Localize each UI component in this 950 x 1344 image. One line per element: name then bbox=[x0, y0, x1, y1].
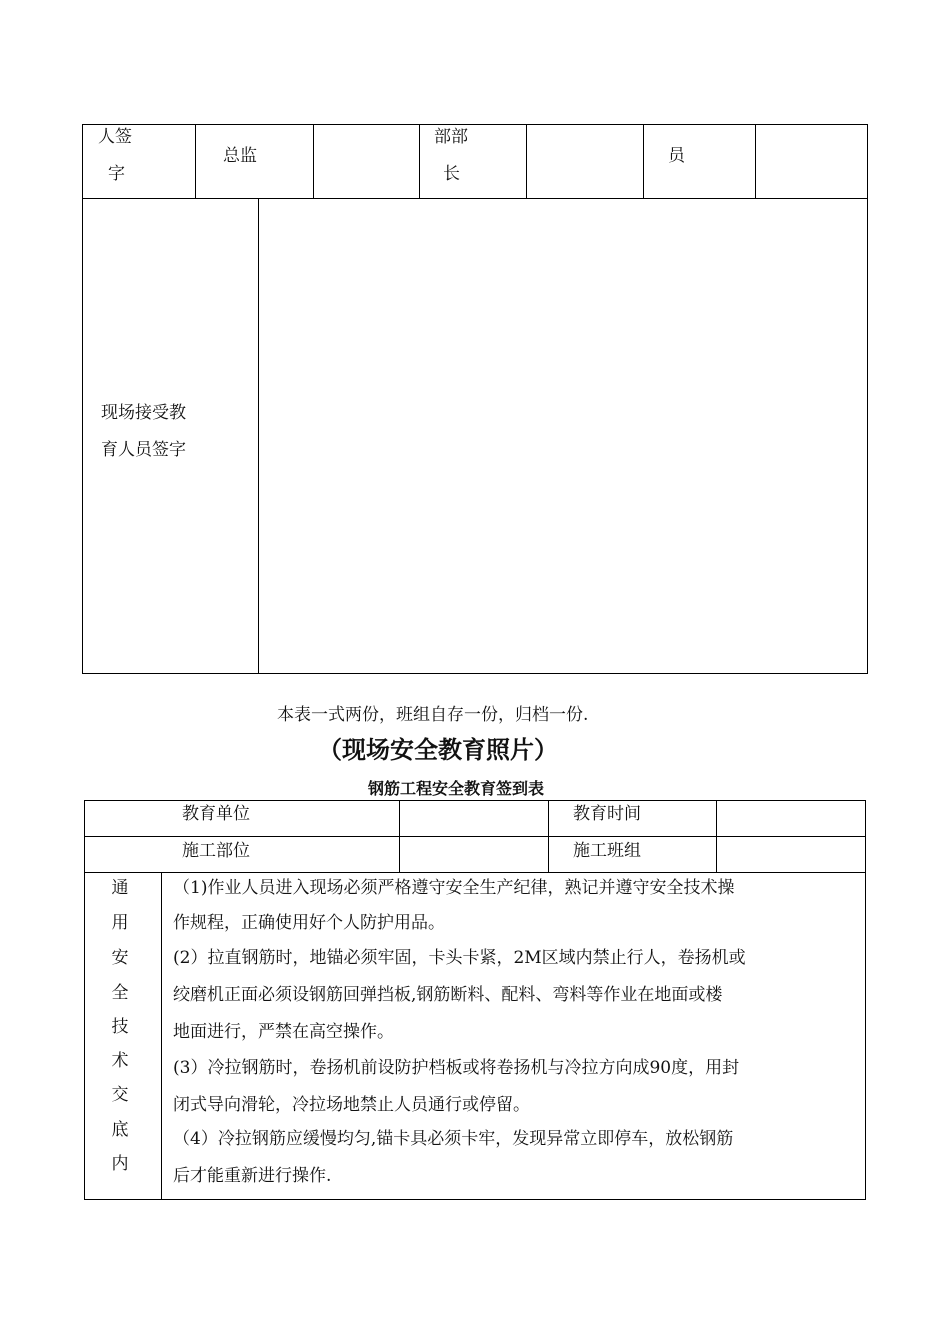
cell-divider bbox=[755, 124, 756, 198]
table-border-right bbox=[867, 124, 868, 674]
cell-sign-label-line2: 字 bbox=[108, 164, 125, 184]
section-label-char: 交 bbox=[111, 1085, 129, 1105]
table-row-divider bbox=[84, 872, 866, 873]
briefing-line: 地面进行，严禁在高空操作。 bbox=[173, 1022, 394, 1042]
cell-manager-label-line1: 部部 bbox=[434, 127, 468, 147]
section-label-char: 全 bbox=[111, 983, 129, 1003]
table-border-left bbox=[82, 124, 83, 674]
table-border-top bbox=[82, 124, 868, 125]
cell-director-label: 总监 bbox=[223, 146, 257, 166]
cell-divider bbox=[643, 124, 644, 198]
briefing-line: 闭式导向滑轮，冷拉场地禁止人员通行或停留。 bbox=[173, 1095, 530, 1115]
cell-divider bbox=[313, 124, 314, 198]
table-border-bottom bbox=[82, 673, 868, 674]
trainee-signature-label-line2: 育人员签字 bbox=[101, 440, 186, 460]
section-label-char: 用 bbox=[111, 913, 129, 933]
briefing-line: （4）冷拉钢筋应缓慢均匀,锚卡具必须卡牢，发现异常立即停车，放松钢筋 bbox=[173, 1129, 734, 1149]
construction-location-label: 施工部位 bbox=[182, 841, 250, 861]
cell-divider bbox=[716, 800, 717, 872]
table-border-right bbox=[865, 800, 866, 1200]
cell-divider bbox=[419, 124, 420, 198]
table-border-top bbox=[84, 800, 866, 801]
photo-heading: （现场安全教育照片） bbox=[318, 736, 558, 764]
form-title: 钢筋工程安全教育签到表 bbox=[368, 779, 545, 798]
education-unit-label: 教育单位 bbox=[182, 804, 250, 824]
section-label-char: 通 bbox=[111, 878, 129, 898]
cell-divider bbox=[161, 872, 162, 1200]
table-border-bottom bbox=[84, 1199, 866, 1200]
construction-team-label: 施工班组 bbox=[573, 841, 641, 861]
briefing-line: (2）拉直钢筋时，地锚必须牢固，卡头卡紧，2M区域内禁止行人，卷扬机或 bbox=[173, 948, 746, 968]
briefing-line: 后才能重新进行操作. bbox=[173, 1166, 332, 1186]
table-row-divider bbox=[84, 836, 866, 837]
cell-divider bbox=[258, 198, 259, 674]
cell-sign-label-line1: 人签 bbox=[98, 127, 132, 147]
section-label-char: 术 bbox=[111, 1051, 129, 1071]
briefing-line: (3）冷拉钢筋时，卷扬机前设防护档板或将卷扬机与冷拉方向成90度，用封 bbox=[173, 1058, 740, 1078]
cell-divider bbox=[195, 124, 196, 198]
trainee-signature-label-line1: 现场接受教 bbox=[101, 403, 186, 423]
briefing-line: 绞磨机正面必须设钢筋回弹挡板,钢筋断料、配料、弯料等作业在地面或楼 bbox=[173, 985, 723, 1005]
cell-staff-label: 员 bbox=[668, 146, 685, 166]
table-border-left bbox=[84, 800, 85, 1200]
table-row-divider bbox=[82, 198, 868, 199]
cell-divider bbox=[548, 800, 549, 872]
cell-manager-label-line2: 长 bbox=[443, 164, 460, 184]
section-label-char: 技 bbox=[111, 1017, 129, 1037]
copies-note: 本表一式两份，班组自存一份，归档一份. bbox=[277, 705, 589, 725]
briefing-line: 作规程，正确使用好个人防护用品。 bbox=[173, 913, 445, 933]
cell-divider bbox=[399, 800, 400, 872]
section-label-char: 安 bbox=[111, 948, 129, 968]
section-label-char: 底 bbox=[111, 1120, 129, 1140]
section-label-char: 内 bbox=[111, 1154, 129, 1174]
briefing-line: （1)作业人员进入现场必须严格遵守安全生产纪律，熟记并遵守安全技术操 bbox=[173, 878, 735, 898]
education-time-label: 教育时间 bbox=[573, 804, 641, 824]
cell-divider bbox=[526, 124, 527, 198]
